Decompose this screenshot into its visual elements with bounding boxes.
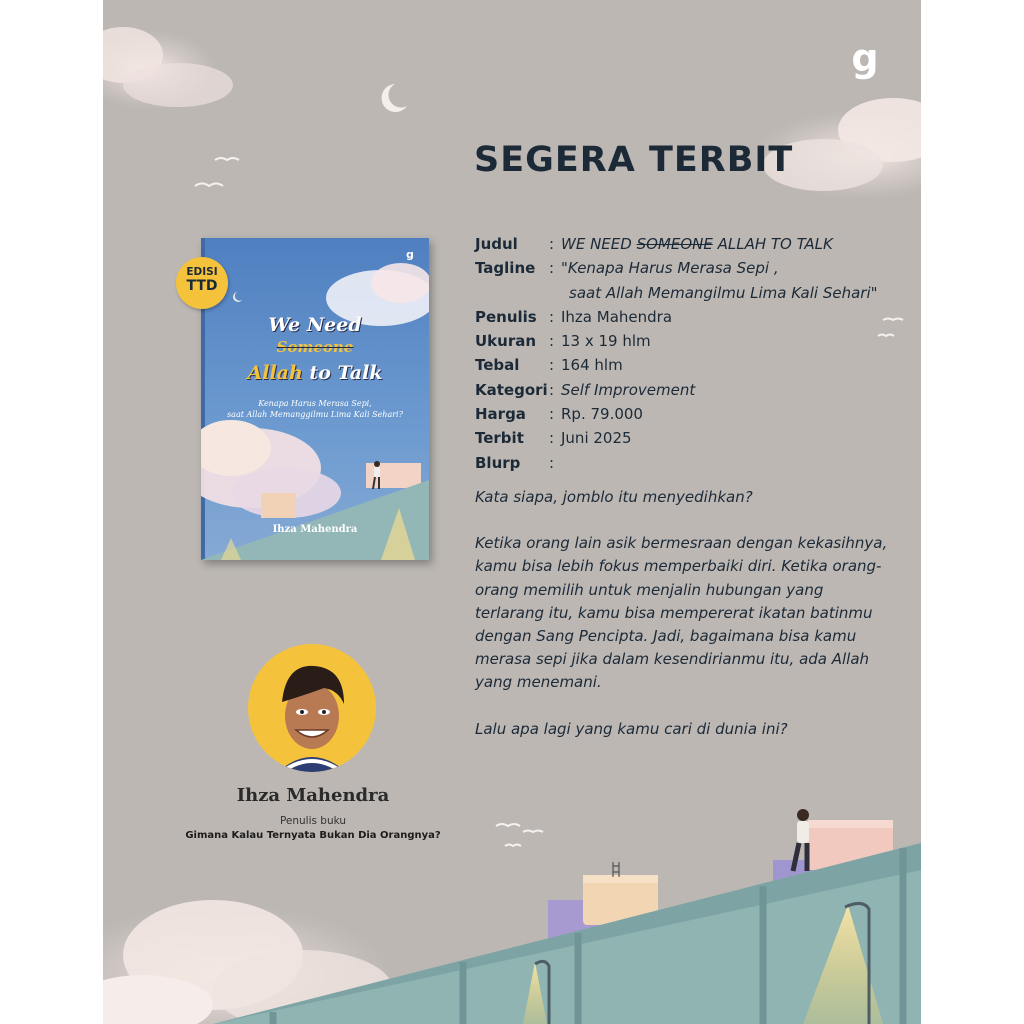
tebal-value: 164 hlm <box>561 356 623 375</box>
info-row-tebal <box>475 353 895 377</box>
judul-label: Judul <box>475 235 518 253</box>
tagline-line1: "Kenapa Harus Merasa Sepi , <box>561 259 779 278</box>
tebal-label: Tebal <box>475 356 520 375</box>
kategori-value: Self Improvement <box>561 380 696 399</box>
info-row-blurp <box>475 451 895 475</box>
publisher-logo: g <box>851 36 879 80</box>
cover-tagline <box>201 398 429 420</box>
info-row-terbit <box>475 426 895 450</box>
info-row-harga <box>475 402 895 426</box>
colon: : <box>549 307 555 326</box>
blurb <box>475 486 895 764</box>
colon: : <box>549 259 555 278</box>
info-row-tagline <box>475 256 895 280</box>
colon: : <box>549 380 555 399</box>
info-row-kategori <box>475 378 895 402</box>
judul-prefix: WE NEED <box>561 235 637 253</box>
cover-tagline-line1: Kenapa Harus Merasa Sepi, <box>258 399 372 408</box>
terbit-label: Terbit <box>475 429 524 448</box>
badge-line1: EDISI <box>186 266 218 278</box>
penulis-label: Penulis <box>475 307 537 326</box>
headline: SEGERA TERBIT <box>474 140 794 180</box>
ukuran-value: 13 x 19 hlm <box>561 332 651 351</box>
colon: : <box>549 429 555 448</box>
moon-icon <box>382 84 407 112</box>
cover-tagline-line2: saat Allah Memanggilmu Lima Kali Sehari? <box>227 410 403 419</box>
tagline-label: Tagline <box>475 259 536 278</box>
blurb-p2: Ketika orang lain asik bermesraan dengan kekasihnya, kamu bisa lebih fokus memperbaiki diri. Ketika orang-orang memilih untuk menjalin hubungan yang terlarang itu, kamu bisa mempererat ikatan batinmu dengan Sang Pencipta. Jadi, bagaimana bisa kamu merasa sepi jika dalam kesendirianmu itu, ada Allah yang menemani. <box>475 534 888 692</box>
cover-author: Ihza Mahendra <box>272 524 358 535</box>
edition-badge <box>176 257 228 309</box>
colon: : <box>549 235 555 253</box>
blurb-p3: Lalu apa lagi yang kamu cari di dunia ini? <box>475 719 788 738</box>
cover-title-allah: Allah <box>247 362 303 384</box>
author-role: Penulis buku <box>279 815 347 827</box>
cover-title-strike: Someone <box>276 338 354 356</box>
colon: : <box>549 453 555 472</box>
book-info <box>475 232 895 475</box>
colon: : <box>549 332 555 351</box>
cover-title-line3 <box>201 362 429 384</box>
ukuran-label: Ukuran <box>475 332 537 351</box>
info-row-tagline-cont <box>475 281 895 305</box>
harga-label: Harga <box>475 405 526 424</box>
harga-value: Rp. 79.000 <box>561 405 643 424</box>
author-name: Ihza Mahendra <box>236 785 390 806</box>
author-previous-book: Gimana Kalau Ternyata Bukan Dia Orangnya? <box>185 830 441 841</box>
blurb-p1: Kata siapa, jomblo itu menyedihkan? <box>475 488 753 506</box>
cloud-top-left <box>103 27 233 110</box>
kategori-label: Kategori <box>475 380 548 399</box>
info-row-judul <box>475 232 895 256</box>
author-photo <box>248 644 376 772</box>
avatar <box>248 644 376 772</box>
judul-value <box>561 232 895 256</box>
info-row-ukuran <box>475 329 895 353</box>
penulis-value: Ihza Mahendra <box>561 307 673 326</box>
book-cover <box>201 238 429 560</box>
blurp-label: Blurp <box>475 453 521 472</box>
judul-suffix: ALLAH TO TALK <box>712 235 833 253</box>
judul-struck: SOMEONE <box>636 235 713 253</box>
colon: : <box>549 405 555 424</box>
tagline-line2: saat Allah Memangilmu Lima Kali Sehari" <box>569 283 878 302</box>
info-row-penulis <box>475 305 895 329</box>
terbit-value: Juni 2025 <box>561 429 632 448</box>
cover-title-to-talk: to Talk <box>309 362 383 384</box>
badge-line2: TTD <box>186 278 218 294</box>
poster <box>103 0 921 1024</box>
cover-title-line1: We Need <box>268 314 362 336</box>
colon: : <box>549 356 555 375</box>
cover-publisher-mark: g <box>406 248 414 261</box>
